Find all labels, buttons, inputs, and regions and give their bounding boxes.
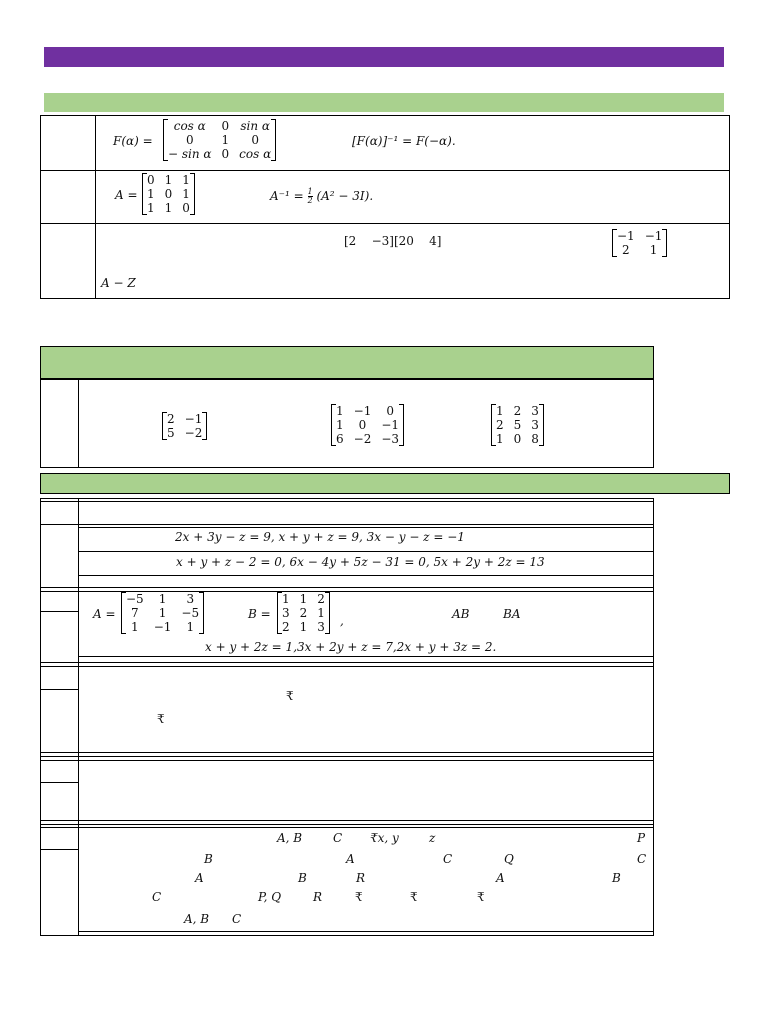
b-label: B =	[248, 607, 271, 621]
matrix-a-block3	[121, 592, 204, 634]
t3-rule	[78, 527, 654, 528]
word-var: R	[313, 890, 323, 904]
table1-divider	[95, 115, 96, 299]
word-var: R	[356, 871, 366, 885]
table2-divider	[78, 379, 79, 468]
a-matrix-label: A =	[115, 188, 138, 202]
section-bar-green-3	[40, 473, 730, 494]
word-var: ₹x, y	[370, 831, 399, 845]
rupee-symbol: ₹	[355, 890, 363, 904]
word-var: C	[333, 831, 343, 845]
matrix-b-block3-grid: 1 1 2 3 2 1 2 1 3	[282, 592, 325, 634]
product-ba: BA	[503, 607, 521, 621]
t3-rule	[40, 752, 654, 753]
rupee-symbol: ₹	[410, 890, 418, 904]
word-var: P	[637, 831, 646, 845]
table1-row-line-2	[40, 223, 730, 224]
letter-range: A − Z	[101, 276, 136, 290]
matrix-b-block3	[277, 592, 330, 634]
frac-denominator: 2	[307, 196, 313, 205]
word-var: A, B	[184, 912, 210, 926]
word-var: C	[232, 912, 242, 926]
word-var: P, Q	[258, 890, 282, 904]
half-fraction	[308, 188, 313, 205]
b-comma: ,	[340, 614, 344, 628]
rotation-matrix	[163, 119, 276, 161]
rupee-symbol: ₹	[286, 689, 294, 703]
t3-rule	[40, 689, 78, 690]
table3-divider	[78, 498, 79, 936]
inverse-formula	[270, 188, 373, 205]
word-var: A, B	[277, 831, 303, 845]
inverse-rhs: (A² − 3I).	[316, 189, 374, 203]
equation-system-3: x + y + 2z = 1,3x + 2y + z = 7,2x + y + 3z = 2.	[205, 640, 497, 654]
word-var: C	[637, 852, 647, 866]
matrix-2x2-b2	[162, 412, 207, 440]
word-var: Q	[504, 852, 514, 866]
t3-rule	[78, 551, 654, 552]
t3-rule	[40, 666, 654, 667]
word-var: B	[612, 871, 621, 885]
section-bar-green-1	[44, 93, 724, 112]
table1-row-line-1	[40, 170, 730, 171]
inverse-identity: [F(α)]⁻¹ = F(−α).	[352, 134, 456, 148]
frac-numerator: 1	[307, 187, 313, 196]
t3-rule	[40, 782, 78, 783]
word-var: C	[152, 890, 162, 904]
section-bar-green-2	[40, 346, 654, 379]
t3-rule	[40, 662, 654, 663]
t3-rule	[40, 587, 654, 588]
matrix-3x3-b2-second-grid: 1 2 3 2 5 3 1 0 8	[496, 404, 539, 446]
word-var: z	[429, 831, 436, 845]
matrix-3x3-b2-second	[491, 404, 544, 446]
matrix-3x3-b2-first	[331, 404, 404, 446]
matrix-3x3-b2-first-grid: 1 −1 0 1 0 −1 6 −2 −3	[336, 404, 400, 446]
word-var: A	[195, 871, 204, 885]
t3-rule	[78, 656, 654, 657]
f-alpha-label: F(α) =	[113, 134, 153, 148]
t3-rule	[40, 760, 654, 761]
t3-rule	[40, 820, 654, 821]
word-var: B	[204, 852, 213, 866]
rotation-matrix-grid: cos α 0 sin α 0 1 0 − sin α 0 cos α	[168, 119, 272, 161]
t3-rule	[40, 501, 654, 502]
matrix-a-block3-grid: −5 1 3 7 1 −5 1 −1 1	[126, 592, 200, 634]
a-label: A =	[93, 607, 116, 621]
t3-rule	[40, 824, 654, 825]
two-by-two-matrix	[612, 229, 667, 257]
t3-rule	[40, 524, 654, 525]
word-var: C	[443, 852, 453, 866]
word-var: A	[346, 852, 355, 866]
rupee-symbol: ₹	[477, 890, 485, 904]
t3-rule	[78, 575, 654, 576]
matrix-2x2-b2-grid: 2 −1 5 −2	[167, 412, 203, 440]
a-matrix	[142, 173, 195, 215]
product-ab: AB	[452, 607, 470, 621]
two-by-two-grid: −1 −1 2 1	[617, 229, 663, 257]
header-bar-purple	[44, 47, 724, 67]
a-matrix-grid: 0 1 1 1 0 1 1 1 0	[147, 173, 190, 215]
t3-rule	[40, 756, 654, 757]
rupee-symbol: ₹	[157, 712, 165, 726]
t3-rule	[40, 849, 78, 850]
row-vectors: [2 −3][20 4]	[344, 234, 442, 248]
t3-rule	[40, 827, 654, 828]
t3-rule	[78, 931, 654, 932]
word-var: A	[496, 871, 505, 885]
equation-system-2: x + y + z − 2 = 0, 6x − 4y + 5z − 31 = 0, 5x + 2y + 2z = 13	[176, 555, 545, 569]
inverse-lhs: A⁻¹ =	[270, 189, 304, 203]
t3-rule	[40, 611, 78, 612]
word-var: B	[298, 871, 307, 885]
equation-system-1: 2x + 3y − z = 9, x + y + z = 9, 3x − y − z = −1	[175, 530, 465, 544]
